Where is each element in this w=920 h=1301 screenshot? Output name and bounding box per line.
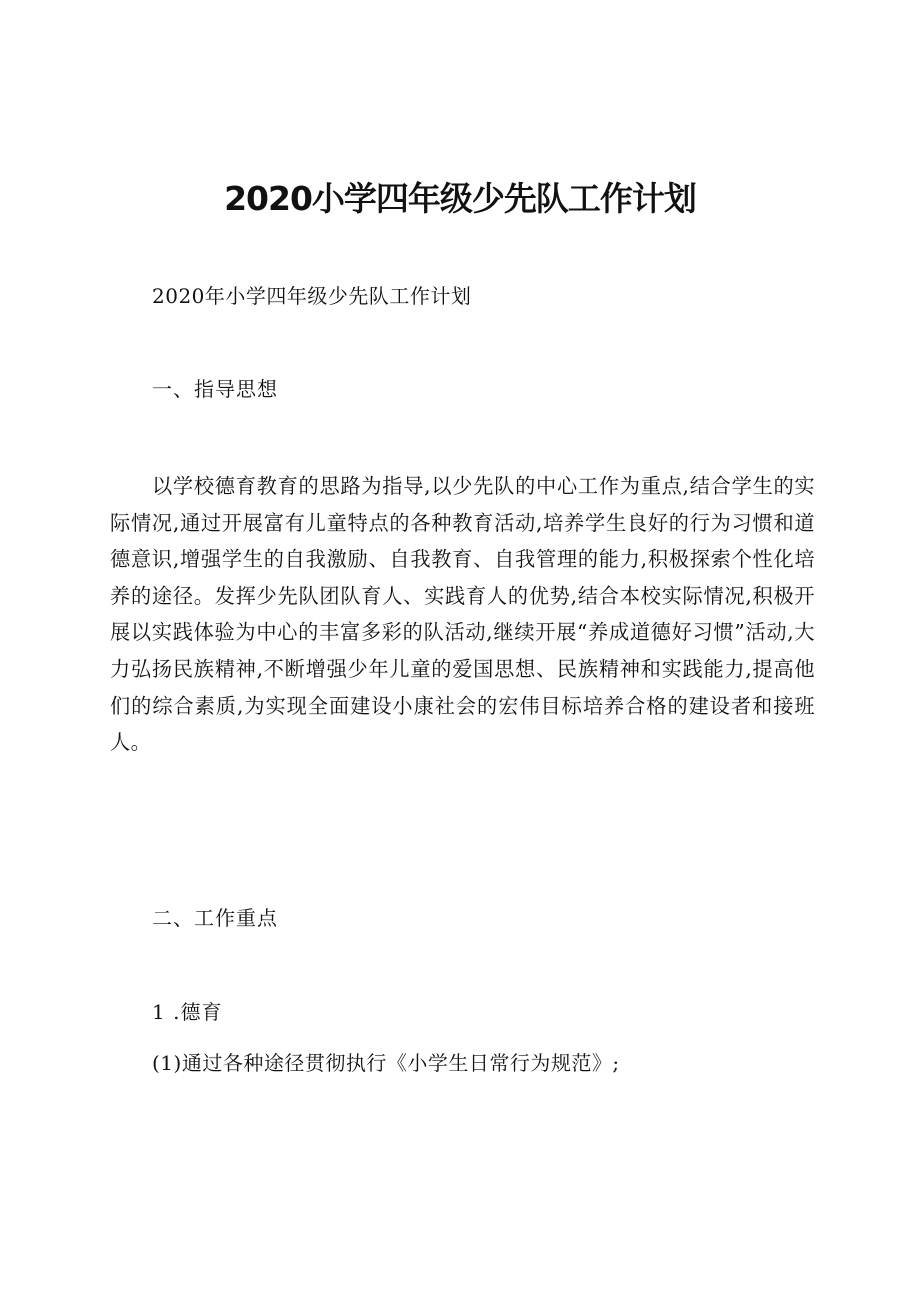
section-heading-work-focus: 二、工作重点 [152,906,278,930]
list-item-moral-education: 1 .德育 [152,1000,223,1024]
section-paragraph-guiding-ideology: 以学校德育教育的思路为指导,以少先队的中心工作为重点,结合学生的实际情况,通过开展富有儿童特点的各种教育活动,培养学生良好的行为习惯和道德意识,增强学生的自我激励、自我教育、自我管理的能力,积极探索个性化培养的途径。发挥少先队团队育人、实践育人的优势,结合本校实际情况,积极开展以实践体验为中心的丰富多彩的队活动,继续开展“养成道德好习惯”活动,大力弘扬民族精神,不断增强少年儿童的爱国思想、民族精神和实践能力,提高他们的综合素质,为实现全面建设小康社会的宏伟目标培养合格的建设者和接班人。 [110,474,815,755]
list-subitem: (1)通过各种途径贯彻执行《小学生日常行为规范》; [152,1051,620,1075]
document-subtitle: 2020年小学四年级少先队工作计划 [152,284,472,308]
document-title: 2020小学四年级少先队工作计划 [224,179,696,218]
section-heading-guiding-ideology: 一、指导思想 [152,377,278,401]
